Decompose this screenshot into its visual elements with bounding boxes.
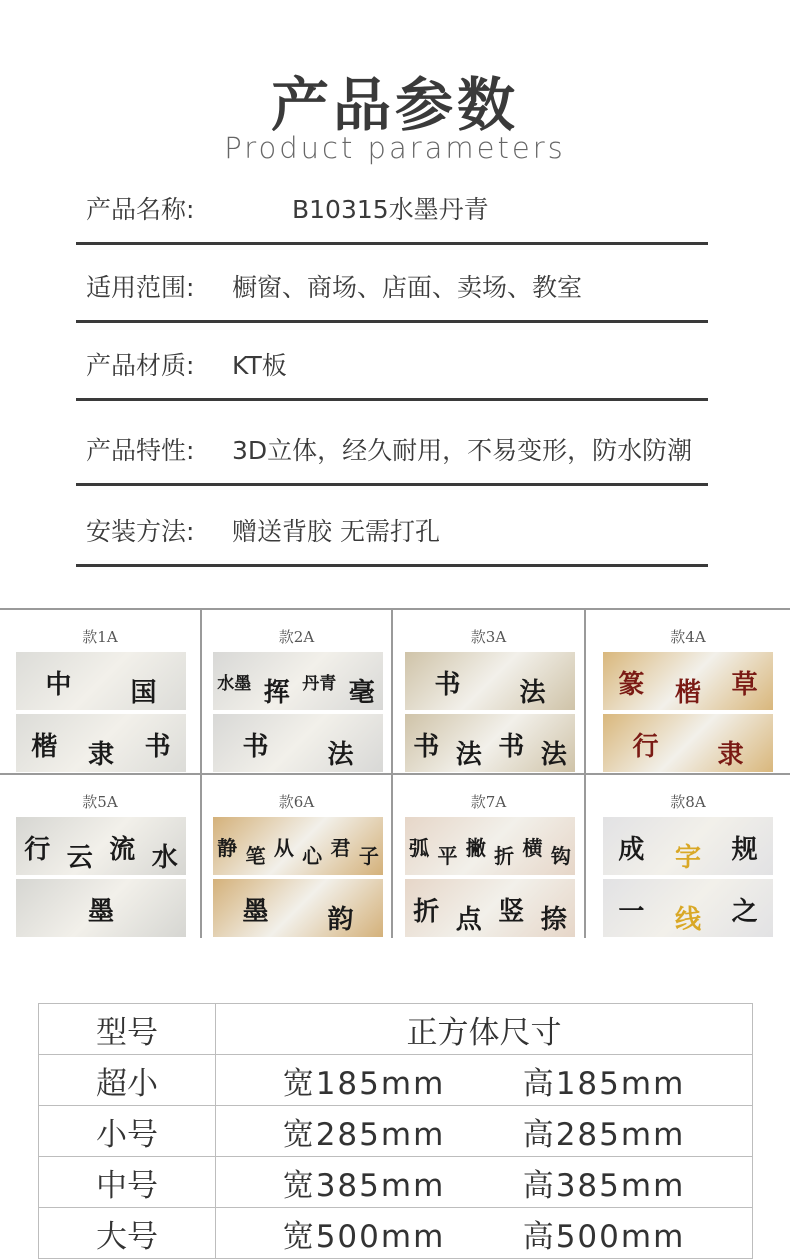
calligraphy-glyph: 云 <box>66 843 93 873</box>
param-value: 橱窗、商场、店面、卖场、教室 <box>232 273 583 302</box>
calligraphy-glyph: 书 <box>498 732 525 762</box>
calligraphy-glyph: 墨 <box>88 897 115 927</box>
artwork-panel <box>213 817 383 875</box>
calligraphy-glyph: 钩 <box>550 844 571 868</box>
calligraphy-glyph: 行 <box>632 732 659 762</box>
param-row-install <box>76 487 708 567</box>
style-label: 款8A <box>670 793 706 811</box>
param-value: B10315水墨丹青 <box>292 195 489 224</box>
param-row-scope <box>76 243 708 323</box>
param-label: 适用范围: <box>86 273 195 302</box>
page-subtitle: Product parameters <box>224 131 566 165</box>
size-width: 宽385mm <box>282 1167 446 1204</box>
calligraphy-glyph: 草 <box>731 670 758 700</box>
page-title: 产品参数 <box>270 71 519 139</box>
calligraphy-glyph: 平 <box>437 844 458 868</box>
artwork-panel <box>603 879 773 937</box>
calligraphy-glyph: 墨 <box>242 897 269 927</box>
style-card <box>0 610 202 773</box>
calligraphy-glyph: 之 <box>731 897 758 927</box>
calligraphy-glyph: 水墨 <box>217 673 252 694</box>
size-width: 宽285mm <box>282 1116 446 1153</box>
size-dims <box>216 1157 753 1208</box>
param-value: 3D立体，经久耐用，不易变形，防水防潮 <box>232 436 693 465</box>
size-dims <box>216 1208 753 1259</box>
artwork-panel <box>603 652 773 710</box>
calligraphy-glyph: 点 <box>455 905 482 935</box>
size-table <box>38 1003 753 1259</box>
table-header-size: 正方体尺寸 <box>216 1004 753 1055</box>
style-label: 款5A <box>82 793 118 811</box>
calligraphy-glyph: 水 <box>151 843 178 873</box>
calligraphy-glyph: 线 <box>675 905 702 935</box>
calligraphy-glyph: 字 <box>675 843 702 873</box>
param-row-features <box>76 406 708 486</box>
style-label: 款2A <box>278 628 315 646</box>
calligraphy-glyph: 书 <box>434 670 461 700</box>
size-height: 高185mm <box>522 1065 686 1102</box>
size-model: 超小 <box>39 1055 216 1106</box>
calligraphy-glyph: 捺 <box>540 905 567 935</box>
size-height: 高285mm <box>522 1116 686 1153</box>
param-value: 赠送背胶 无需打孔 <box>232 517 440 546</box>
calligraphy-glyph: 楷 <box>675 678 702 708</box>
artwork-panel <box>213 652 383 710</box>
calligraphy-glyph: 法 <box>455 740 482 770</box>
calligraphy-glyph: 楷 <box>31 732 58 762</box>
size-height: 高385mm <box>522 1167 686 1204</box>
style-label: 款3A <box>470 628 507 646</box>
style-label: 款7A <box>470 793 507 811</box>
size-model: 小号 <box>39 1106 216 1157</box>
calligraphy-glyph: 书 <box>144 732 171 762</box>
calligraphy-glyph: 中 <box>45 670 72 700</box>
param-row-material <box>76 321 708 401</box>
size-model: 大号 <box>39 1208 216 1259</box>
calligraphy-glyph: 国 <box>130 678 157 708</box>
style-card <box>202 610 393 773</box>
calligraphy-glyph: 法 <box>327 740 354 770</box>
calligraphy-glyph: 规 <box>731 835 758 865</box>
style-label: 款4A <box>670 628 706 646</box>
param-label: 安装方法: <box>86 517 195 546</box>
style-card <box>0 775 202 938</box>
style-label: 款1A <box>82 628 118 646</box>
style-card <box>202 775 393 938</box>
calligraphy-glyph: 隶 <box>88 740 115 770</box>
size-width: 宽185mm <box>282 1065 446 1102</box>
calligraphy-glyph: 折 <box>413 897 440 927</box>
size-model: 中号 <box>39 1157 216 1208</box>
calligraphy-glyph: 竖 <box>498 897 525 927</box>
style-card <box>393 775 586 938</box>
artwork-panel <box>213 714 383 772</box>
param-label: 产品特性: <box>86 436 195 465</box>
style-card <box>586 610 790 773</box>
artwork-panel <box>213 879 383 937</box>
calligraphy-glyph: 横 <box>522 836 543 860</box>
calligraphy-glyph: 撇 <box>465 836 486 860</box>
calligraphy-glyph: 丹青 <box>302 673 337 694</box>
artwork-panel <box>405 879 575 937</box>
table-row <box>39 1055 753 1106</box>
style-card <box>393 610 586 773</box>
artwork-panel <box>603 714 773 772</box>
calligraphy-glyph: 从 <box>273 836 294 860</box>
table-header-row <box>39 1004 753 1055</box>
artwork-panel <box>16 652 186 710</box>
artwork-panel <box>405 652 575 710</box>
size-dims <box>216 1055 753 1106</box>
calligraphy-glyph: 书 <box>242 732 269 762</box>
param-label: 产品名称: <box>86 195 195 224</box>
style-label: 款6A <box>278 793 315 811</box>
calligraphy-glyph: 静 <box>217 836 238 860</box>
artwork-panel <box>16 879 186 937</box>
artwork-panel <box>16 714 186 772</box>
size-height: 高500mm <box>522 1218 686 1255</box>
calligraphy-glyph: 毫 <box>348 678 375 708</box>
param-row-name <box>76 165 708 245</box>
table-row <box>39 1106 753 1157</box>
calligraphy-glyph: 折 <box>494 844 515 868</box>
style-grid <box>0 608 790 935</box>
size-width: 宽500mm <box>282 1218 446 1255</box>
artwork-panel <box>405 817 575 875</box>
calligraphy-glyph: 成 <box>618 835 645 865</box>
calligraphy-glyph: 心 <box>302 844 323 868</box>
table-row <box>39 1157 753 1208</box>
calligraphy-glyph: 法 <box>519 678 546 708</box>
calligraphy-glyph: 行 <box>24 835 51 865</box>
table-row <box>39 1208 753 1259</box>
artwork-panel <box>405 714 575 772</box>
calligraphy-glyph: 韵 <box>327 905 354 935</box>
calligraphy-glyph: 书 <box>413 732 440 762</box>
table-header-model: 型号 <box>39 1004 216 1055</box>
calligraphy-glyph: 笔 <box>245 844 266 868</box>
artwork-panel <box>16 817 186 875</box>
calligraphy-glyph: 子 <box>358 844 379 868</box>
calligraphy-glyph: 隶 <box>717 740 744 770</box>
calligraphy-glyph: 法 <box>540 740 567 770</box>
calligraphy-glyph: 一 <box>618 897 645 927</box>
calligraphy-glyph: 挥 <box>263 678 290 708</box>
style-card <box>586 775 790 938</box>
calligraphy-glyph: 弧 <box>409 836 430 860</box>
param-value: KT板 <box>232 351 287 380</box>
artwork-panel <box>603 817 773 875</box>
calligraphy-glyph: 流 <box>109 835 136 865</box>
size-dims <box>216 1106 753 1157</box>
param-label: 产品材质: <box>86 351 195 380</box>
calligraphy-glyph: 君 <box>330 836 351 860</box>
calligraphy-glyph: 篆 <box>618 670 645 700</box>
